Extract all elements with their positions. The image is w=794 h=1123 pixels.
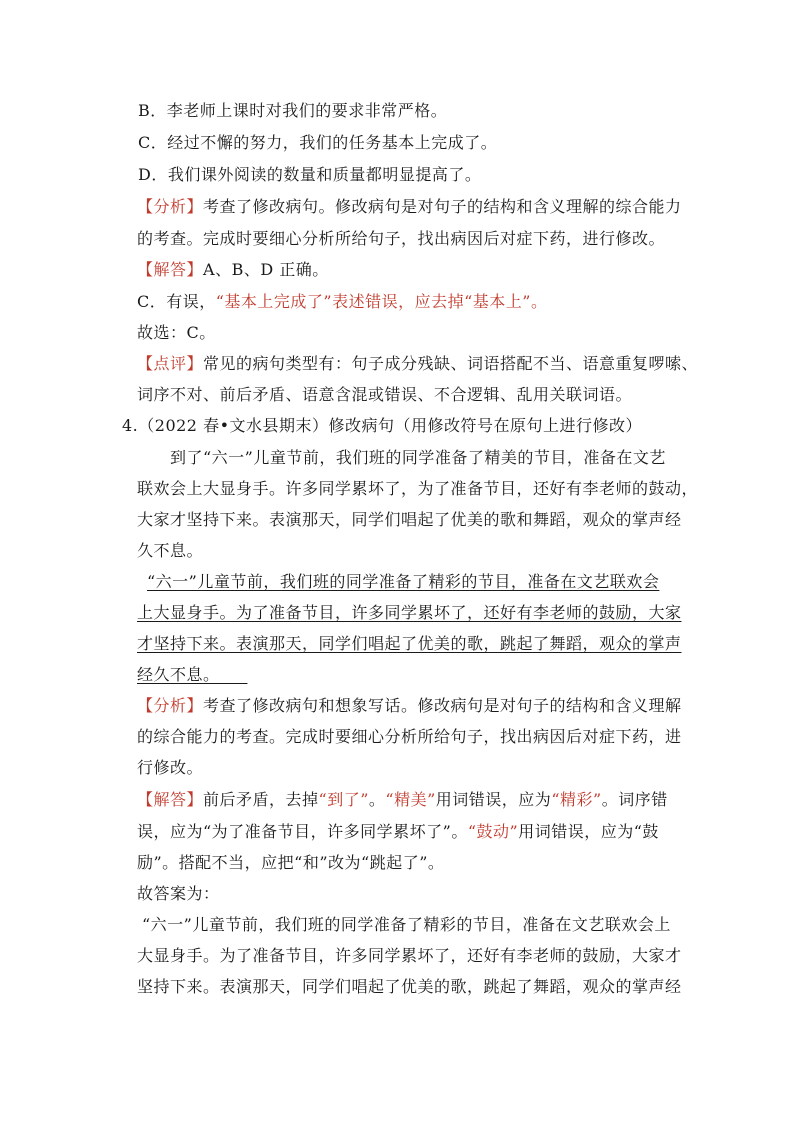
answer-text: 误，应为“为了准备节目，许多同学累坏了”。	[137, 822, 468, 841]
q4-final-line-3: 坚持下来。表演那天，同学们唱起了优美的歌，跳起了舞蹈，观众的掌声经	[137, 977, 682, 996]
answer-quote: “精美”	[385, 790, 436, 809]
q4-original-line-1: 到了“六一”儿童节前，我们班的同学准备了精美的节目，准备在文艺	[170, 448, 666, 467]
answer-quote: “精彩”	[551, 790, 602, 809]
comment-text: 常见的病句类型有：句子成分残缺、词语搭配不当、语意重复啰嗦、	[203, 354, 699, 373]
answer-prefix: C．有误，	[137, 292, 216, 311]
fix-underline-tail	[220, 665, 248, 684]
answer-quote: “到了”	[318, 790, 369, 809]
q4-final-line-1: “六一”儿童节前，我们班的同学准备了精彩的节目，准备在文艺联欢会上	[142, 915, 671, 934]
q3-answer-line-1	[137, 260, 329, 280]
q4-final-label: 故答案为：	[137, 884, 220, 903]
answer-text: 。词序错	[601, 790, 668, 809]
q4-analysis-line-3: 行修改。	[137, 758, 204, 777]
q3-choice: 故选：C。	[137, 323, 216, 342]
answer-tag: 【解答】	[137, 790, 204, 809]
option-b: B．李老师上课时对我们的要求非常严格。	[138, 101, 448, 120]
answer-text: A、B、D 正确。	[203, 260, 329, 279]
answer-quote: “鼓动”	[467, 822, 519, 841]
option-c: C．经过不懈的努力，我们的任务基本上完成了。	[138, 133, 498, 152]
q4-original-line-2: 联欢会上大显身手。许多同学累坏了，为了准备节目，还好有李老师的鼓动，	[137, 479, 699, 498]
comment-tag: 【点评】	[137, 354, 204, 373]
q4-answer-line-1	[137, 790, 668, 810]
analysis-text: 考查了修改病句。修改病句是对句子的结构和含义理解的综合能力	[203, 197, 682, 216]
q4-fix-line-1: “六一”儿童节前，我们班的同学准备了精彩的节目，准备在文艺联欢会	[147, 572, 660, 591]
answer-text: 用词错误，应为“鼓	[518, 822, 659, 841]
q4-header: 4.（2022 春•文水县期末）修改病句（用修改符号在原句上进行修改）	[122, 416, 643, 435]
analysis-tag: 【分析】	[137, 197, 204, 216]
q4-answer-line-2	[137, 822, 659, 842]
answer-text: 前后矛盾，去掉	[203, 790, 319, 809]
answer-text: 用词错误，应为	[435, 790, 552, 809]
analysis-text: 考查了修改病句和想象写话。修改病句是对句子的结构和含义理解	[203, 696, 682, 715]
q3-analysis-line-2: 的考查。完成时要细心分析所给句子，找出病因后对症下药，进行修改。	[137, 229, 666, 248]
q4-answer-line-3: 励”。搭配不当，应把“和”改为“跳起了”。	[137, 853, 445, 872]
q4-fix-line-3: 才坚持下来。表演那天，同学们唱起了优美的歌，跳起了舞蹈，观众的掌声	[137, 634, 682, 653]
q4-analysis-line-1	[137, 696, 682, 716]
q4-original-line-4: 久不息。	[137, 541, 204, 560]
fix-line-4-text: 经久不息。	[137, 665, 220, 684]
q4-analysis-line-2: 的综合能力的考查。完成时要细心分析所给句子，找出病因后对症下药，进	[137, 727, 682, 746]
answer-tag: 【解答】	[137, 260, 204, 279]
answer-highlight: “基本上完成了”表述错误，应去掉“基本上”。	[215, 292, 548, 311]
option-d: D．我们课外阅读的数量和质量都明显提高了。	[138, 165, 482, 184]
q4-fix-line-4	[137, 665, 247, 685]
q4-fix-line-2: 上大显身手。为了准备节目，许多同学累坏了，还好有李老师的鼓励，大家	[137, 603, 682, 622]
q4-final-line-2: 大显身手。为了准备节目，许多同学累坏了，还好有李老师的鼓励，大家才	[137, 946, 682, 965]
q3-comment-line-2: 词序不对、前后矛盾、语意含混或错误、不合逻辑、乱用关联词语。	[137, 385, 633, 404]
q3-analysis-line-1	[137, 197, 682, 217]
q3-answer-line-2	[137, 292, 547, 312]
answer-text: 。	[368, 790, 386, 809]
q4-original-line-3: 大家才坚持下来。表演那天，同学们唱起了优美的歌和舞蹈，观众的掌声经	[137, 510, 682, 529]
analysis-tag: 【分析】	[137, 696, 204, 715]
q3-comment-line-1	[137, 354, 698, 374]
